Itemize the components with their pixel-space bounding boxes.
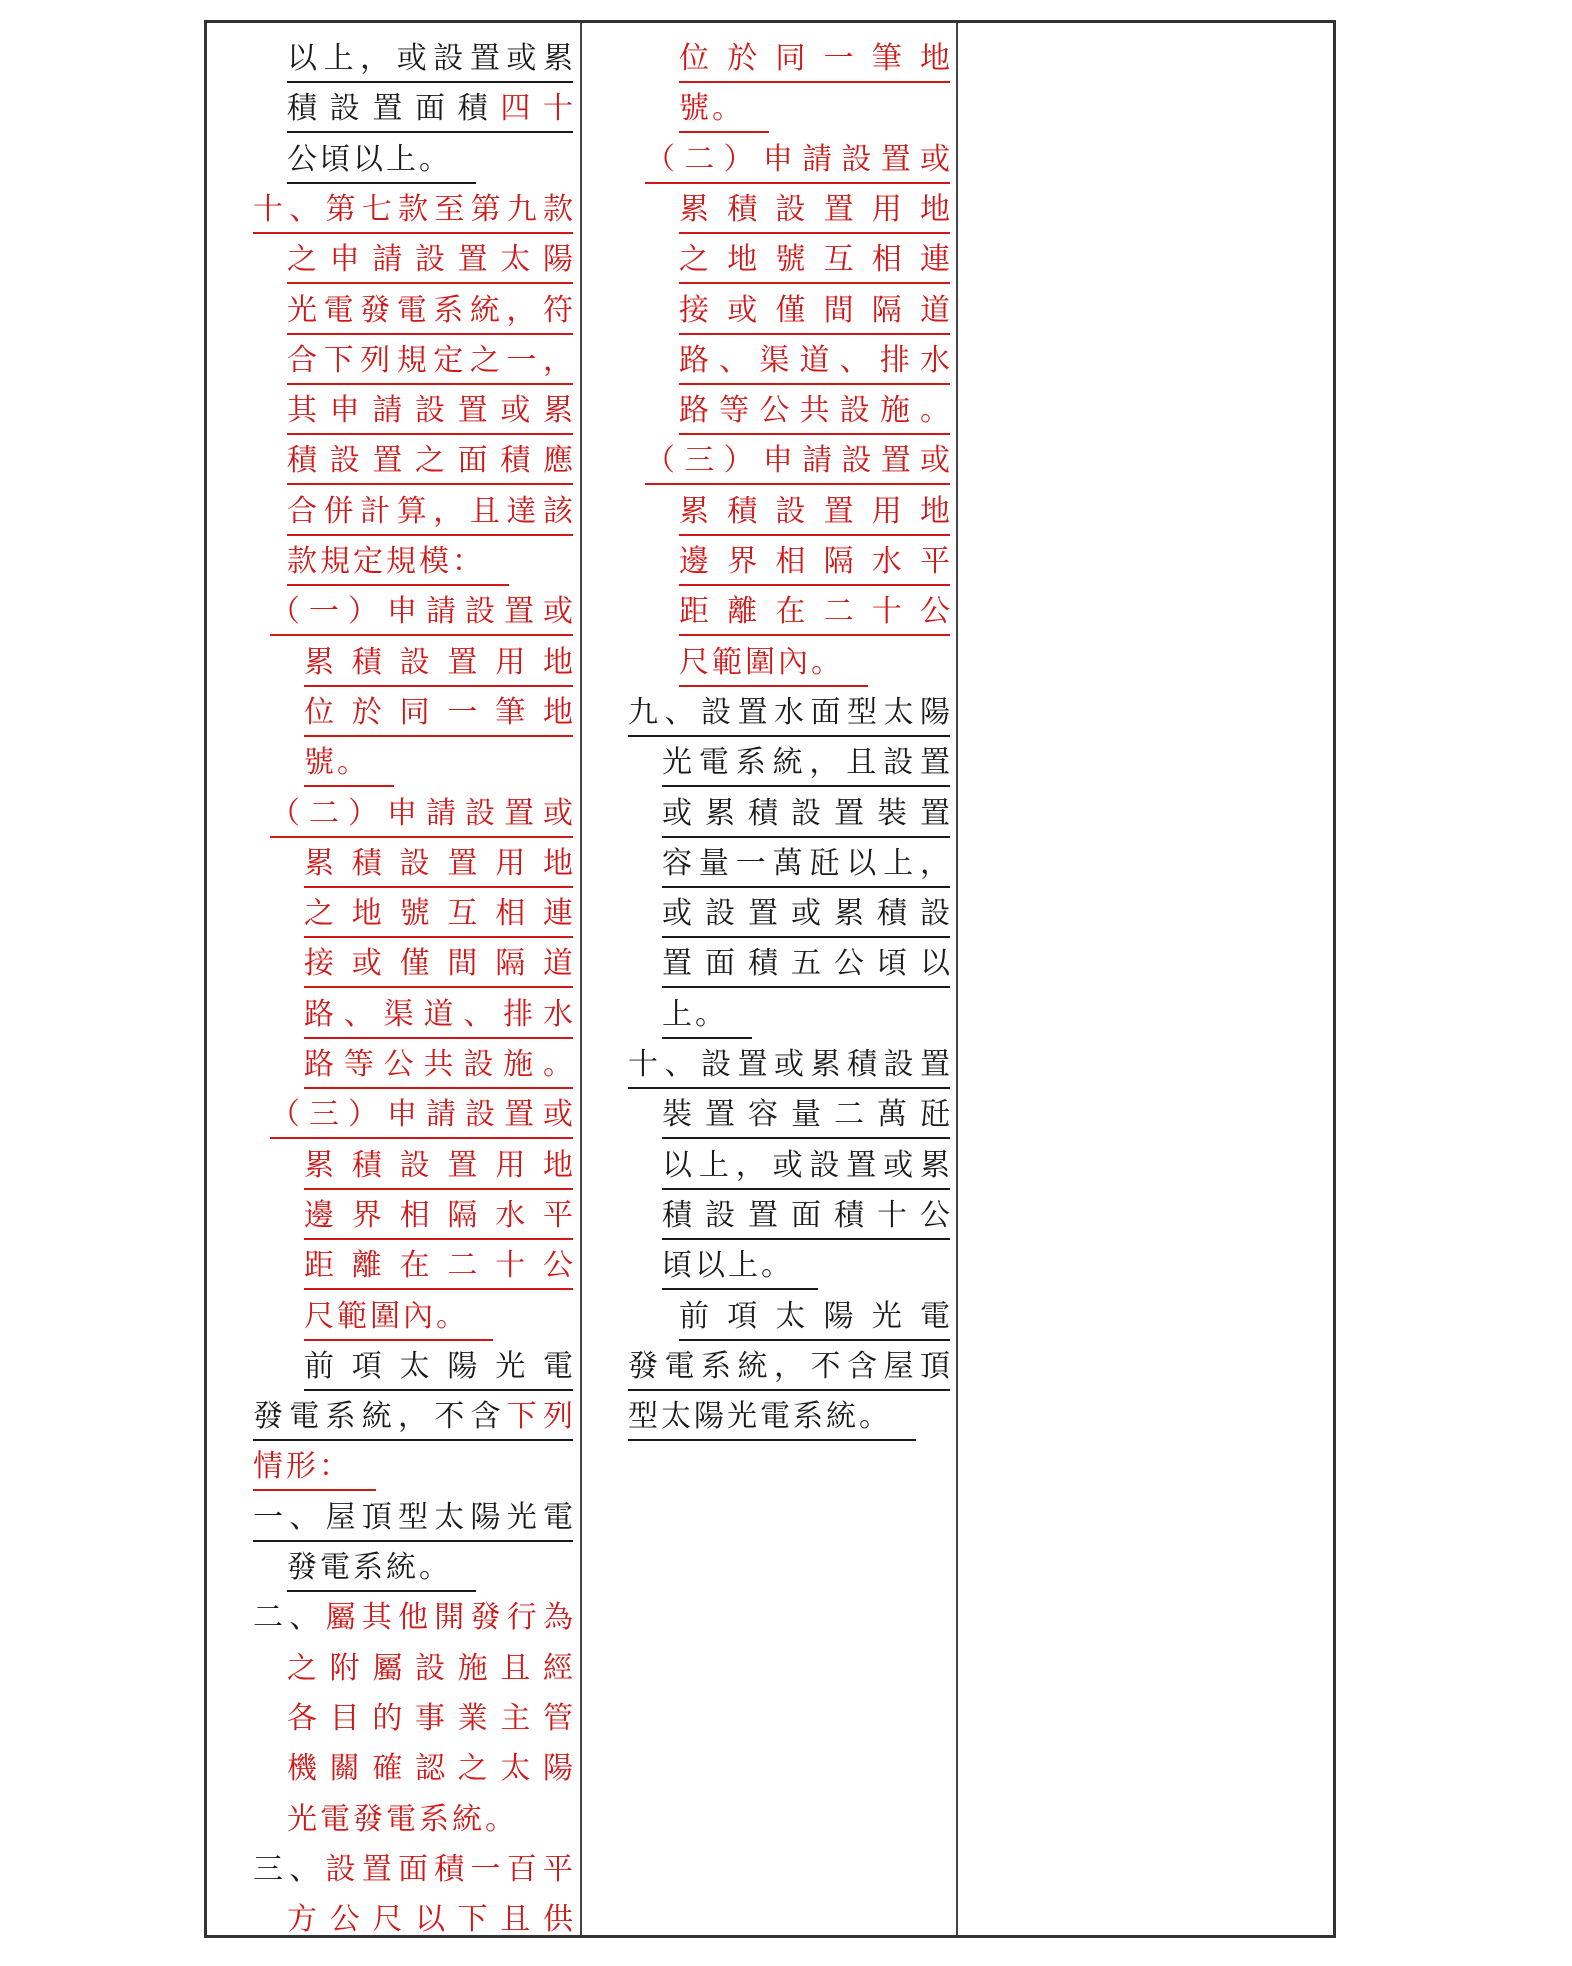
text-line xyxy=(304,1244,573,1294)
line-text xyxy=(628,693,950,737)
text-segment: 光電發電系統，符 xyxy=(287,292,573,328)
text-segment: 路等公共設施。 xyxy=(304,1047,573,1082)
text-line xyxy=(287,138,476,188)
line-text xyxy=(287,391,573,435)
line-text xyxy=(304,1146,573,1190)
text-segment: 各目的事業主管 xyxy=(287,1700,573,1736)
text-line xyxy=(645,138,950,188)
text-segment: 發電系統，不含 xyxy=(253,1399,507,1435)
text-segment: （三）申請設置或 xyxy=(270,1097,573,1133)
text-segment: 號。 xyxy=(304,745,370,781)
line-text xyxy=(304,1347,573,1391)
text-line xyxy=(662,1144,950,1194)
line-text xyxy=(645,140,950,184)
text-segment: 合下列規定之一， xyxy=(287,342,573,378)
line-text xyxy=(679,1297,950,1341)
line-text xyxy=(304,693,573,737)
text-segment: 之申請設置太陽 xyxy=(287,242,573,278)
text-line xyxy=(270,792,573,842)
text-segment: 置面積五公頃以 xyxy=(662,946,950,982)
text-line xyxy=(679,238,950,288)
line-text xyxy=(662,1246,818,1290)
line-text xyxy=(287,542,509,586)
text-segment: 接或僅間隔道 xyxy=(304,946,573,982)
text-segment: 上。 xyxy=(662,996,728,1032)
line-text xyxy=(287,1699,573,1741)
text-segment: 號。 xyxy=(679,91,745,127)
text-segment: 累積設置用地 xyxy=(304,845,573,881)
line-text xyxy=(270,1095,573,1139)
text-line xyxy=(287,37,573,87)
line-text xyxy=(304,1045,573,1089)
line-text xyxy=(628,1397,916,1441)
line-text xyxy=(287,492,573,536)
text-segment: 以上，或設置或累 xyxy=(287,41,573,76)
line-text xyxy=(287,1800,542,1842)
column-divider-2 xyxy=(956,23,958,1935)
line-text xyxy=(253,1498,573,1542)
line-text xyxy=(287,441,573,485)
text-segment: 容量一萬瓩以上， xyxy=(662,845,950,881)
text-line xyxy=(304,842,573,892)
line-text xyxy=(628,1045,950,1089)
line-text xyxy=(287,1649,573,1691)
line-text xyxy=(304,1297,493,1341)
text-line xyxy=(662,1244,818,1294)
text-line xyxy=(253,1445,376,1495)
line-text xyxy=(662,1196,950,1240)
line-text xyxy=(662,944,950,988)
line-text xyxy=(645,441,950,485)
text-segment: 之地號互相連 xyxy=(679,242,950,278)
text-segment: 累積設置用地 xyxy=(679,191,950,227)
text-line xyxy=(287,439,573,489)
text-line xyxy=(662,892,950,942)
text-segment: 累積設置用地 xyxy=(304,644,573,680)
line-text xyxy=(679,240,950,284)
text-segment: （一）申請設置或 xyxy=(270,594,573,630)
line-text xyxy=(304,844,573,888)
text-line xyxy=(287,1546,476,1596)
text-segment: 距離在二十公 xyxy=(304,1248,573,1284)
text-segment: 一、屋頂型太陽光電 xyxy=(253,1499,573,1535)
text-line xyxy=(304,892,573,942)
text-segment: 距離在二十公 xyxy=(679,594,950,630)
text-line xyxy=(628,691,950,741)
text-line xyxy=(679,289,950,339)
text-segment: 十、第七款至第九款 xyxy=(253,191,573,227)
text-line xyxy=(304,993,573,1043)
line-text xyxy=(662,894,950,938)
text-segment: 前項太陽光電 xyxy=(679,1298,950,1334)
line-text xyxy=(679,89,769,133)
text-segment: 機關確認之太陽 xyxy=(287,1751,573,1787)
line-text xyxy=(253,1598,573,1640)
text-segment: 之地號互相連 xyxy=(304,896,573,932)
text-segment: 型太陽光電系統。 xyxy=(628,1399,892,1435)
text-segment: 下列 xyxy=(506,1399,573,1435)
text-line xyxy=(287,289,573,339)
text-segment: 累積設置用地 xyxy=(304,1147,573,1183)
text-line xyxy=(679,490,950,540)
line-text xyxy=(662,743,950,787)
text-segment: 三、 xyxy=(253,1851,326,1887)
text-line xyxy=(304,641,573,691)
text-segment: 屬其他開發行為 xyxy=(325,1600,573,1636)
text-line xyxy=(662,1194,950,1244)
text-line xyxy=(304,1295,493,1345)
text-line xyxy=(662,993,752,1043)
text-segment: 公頃以上。 xyxy=(287,141,452,177)
text-line xyxy=(304,1194,573,1244)
text-segment: 之附屬設施且經 xyxy=(287,1650,573,1686)
line-text xyxy=(253,1850,573,1892)
text-segment: 裝置容量二萬瓩 xyxy=(662,1097,950,1133)
text-line xyxy=(679,540,950,590)
text-segment: 十、設置或累積設置 xyxy=(628,1047,950,1082)
line-text xyxy=(304,743,394,787)
text-line xyxy=(287,87,573,137)
text-segment: 積設置面積 xyxy=(287,91,501,127)
text-line xyxy=(253,1596,573,1646)
text-segment: 其申請設置或累 xyxy=(287,393,573,429)
text-line xyxy=(253,1395,573,1445)
text-line xyxy=(304,691,573,741)
text-segment: 情形： xyxy=(253,1449,352,1485)
text-segment: 路、渠道、排水 xyxy=(304,996,573,1032)
text-segment: 光電系統，且設置 xyxy=(662,745,950,781)
line-text xyxy=(287,140,476,184)
text-segment: 累積設置用地 xyxy=(679,493,950,529)
text-line xyxy=(304,1345,573,1395)
text-segment: 邊界相隔水平 xyxy=(304,1197,573,1233)
text-line xyxy=(253,1496,573,1546)
line-text xyxy=(679,492,950,536)
text-segment: 九、設置水面型太陽 xyxy=(628,694,950,730)
line-text xyxy=(253,190,573,234)
text-line xyxy=(287,339,573,389)
text-line xyxy=(662,792,950,842)
line-text xyxy=(679,291,950,335)
line-text xyxy=(679,592,950,636)
text-segment: 尺範圍內。 xyxy=(679,644,844,680)
text-line xyxy=(270,590,573,640)
line-text xyxy=(287,1548,476,1592)
line-text xyxy=(304,995,573,1039)
text-segment: 頃以上。 xyxy=(662,1248,794,1284)
column-divider-1 xyxy=(580,23,582,1935)
text-segment: 邊界相隔水平 xyxy=(679,544,950,579)
line-text xyxy=(679,190,950,234)
line-text xyxy=(253,1397,573,1441)
line-text xyxy=(304,894,573,938)
text-line xyxy=(679,1295,950,1345)
text-line xyxy=(679,641,868,691)
line-text xyxy=(287,240,573,284)
text-line xyxy=(253,188,573,238)
line-text xyxy=(270,794,573,838)
text-segment: 發電系統。 xyxy=(287,1550,452,1585)
text-line xyxy=(287,389,573,439)
line-text xyxy=(304,1196,573,1240)
text-line xyxy=(304,942,573,992)
text-segment: 位於同一筆地 xyxy=(304,694,573,730)
line-text xyxy=(304,944,573,988)
text-segment: 發電系統，不含屋頂 xyxy=(628,1348,950,1384)
text-line xyxy=(679,188,950,238)
line-text xyxy=(287,89,573,133)
text-line xyxy=(304,1043,573,1093)
text-line xyxy=(662,741,950,791)
text-segment: 款規定規模： xyxy=(287,544,485,579)
text-segment: 接或僅間隔道 xyxy=(679,292,950,328)
text-line xyxy=(287,238,573,288)
line-text xyxy=(679,391,950,435)
line-text xyxy=(679,39,950,83)
text-segment: 積設置面積十公 xyxy=(662,1197,950,1233)
text-segment: 或設置或累積設 xyxy=(662,896,950,932)
text-segment: 前項太陽光電 xyxy=(304,1348,573,1384)
text-line xyxy=(679,389,950,439)
text-line xyxy=(662,1093,950,1143)
text-segment: 尺範圍內。 xyxy=(304,1298,469,1334)
text-segment: 路、渠道、排水 xyxy=(679,342,950,378)
text-segment: 路等公共設施。 xyxy=(679,393,950,429)
text-line xyxy=(287,1747,573,1797)
text-segment: （二）申請設置或 xyxy=(270,795,573,831)
text-segment: 位於同一筆地 xyxy=(679,41,950,76)
line-text xyxy=(253,1447,376,1491)
text-segment: 以上，或設置或累 xyxy=(662,1147,950,1183)
line-text xyxy=(662,1146,950,1190)
text-line xyxy=(679,87,769,137)
text-segment: 積設置之面積應 xyxy=(287,443,573,479)
text-segment: （三）申請設置或 xyxy=(645,443,950,479)
line-text xyxy=(679,643,868,687)
text-segment: （二）申請設置或 xyxy=(645,141,950,177)
text-line xyxy=(287,1798,542,1848)
text-line xyxy=(628,1395,916,1445)
line-text xyxy=(287,39,573,83)
line-text xyxy=(628,1347,950,1391)
text-segment: 或累積設置裝置 xyxy=(662,795,950,831)
line-text xyxy=(304,643,573,687)
text-line xyxy=(253,1848,573,1898)
text-line xyxy=(645,439,950,489)
text-line xyxy=(628,1345,950,1395)
line-text xyxy=(662,995,752,1039)
text-line xyxy=(287,540,509,590)
line-text xyxy=(287,1900,573,1942)
text-line xyxy=(287,1898,573,1948)
line-text xyxy=(287,291,573,335)
text-segment: 四十 xyxy=(500,91,574,127)
text-segment: 二、 xyxy=(253,1600,326,1636)
line-text xyxy=(287,1749,573,1791)
line-text xyxy=(287,341,573,385)
text-line xyxy=(662,842,950,892)
text-line xyxy=(628,1043,950,1093)
text-segment: 設置面積一百平 xyxy=(325,1851,573,1887)
line-text xyxy=(679,542,950,586)
text-line xyxy=(287,1647,573,1697)
text-line xyxy=(304,741,394,791)
text-line xyxy=(287,1697,573,1747)
text-line xyxy=(679,339,950,389)
line-text xyxy=(662,1095,950,1139)
text-line xyxy=(270,1093,573,1143)
text-line xyxy=(287,490,573,540)
text-segment: 方公尺以下且供 xyxy=(287,1902,573,1938)
line-text xyxy=(679,341,950,385)
text-line xyxy=(304,1144,573,1194)
line-text xyxy=(662,794,950,838)
line-text xyxy=(270,592,573,636)
text-line xyxy=(662,942,950,992)
text-line xyxy=(679,37,950,87)
text-segment: 光電發電系統。 xyxy=(287,1801,518,1837)
line-text xyxy=(304,1246,573,1290)
text-segment: 合併計算，且達該 xyxy=(287,493,573,529)
amendment-table xyxy=(204,20,1336,1938)
text-line xyxy=(679,590,950,640)
line-text xyxy=(662,844,950,888)
